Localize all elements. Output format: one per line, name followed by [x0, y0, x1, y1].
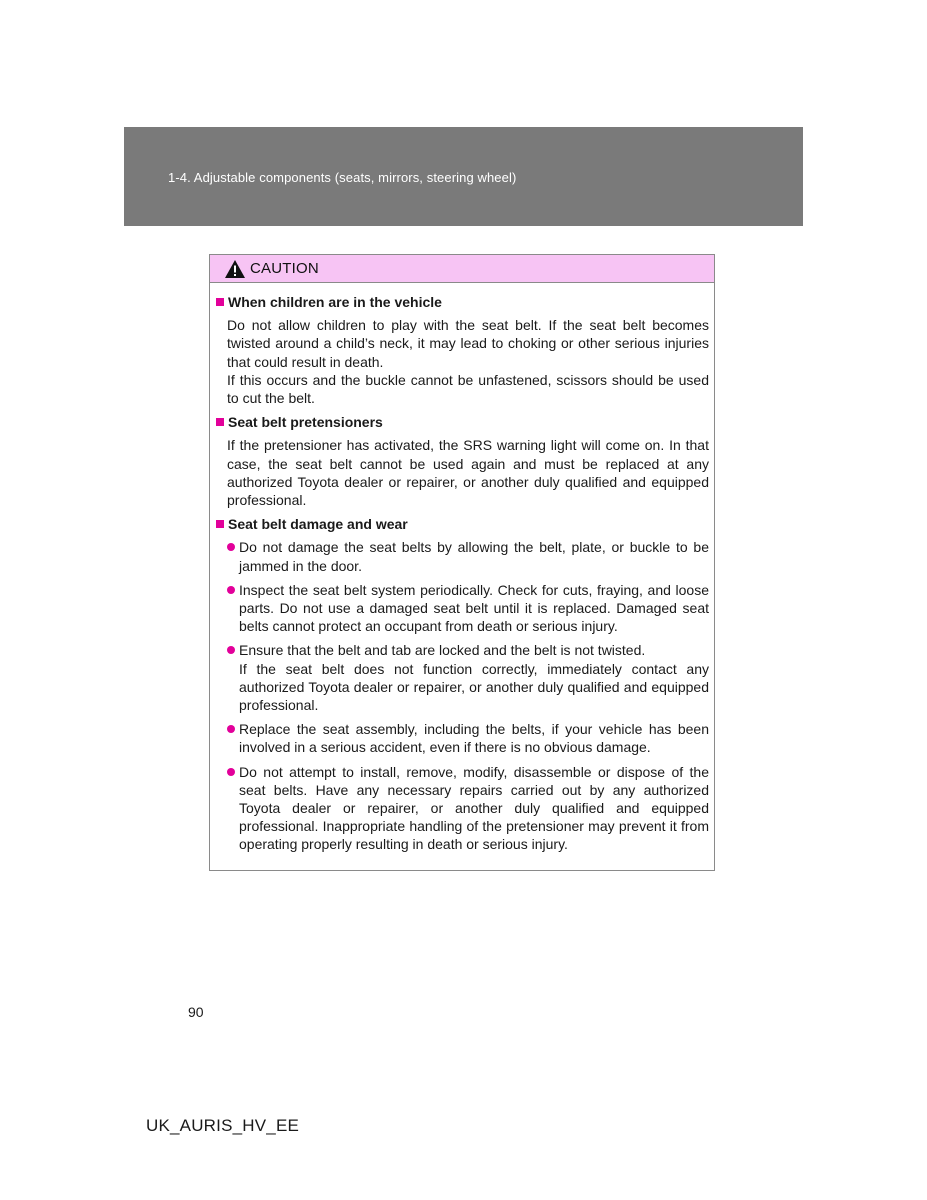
warning-triangle-icon [224, 259, 250, 279]
square-bullet-icon [216, 298, 224, 306]
paragraph [227, 316, 709, 407]
list-item-text [239, 581, 709, 636]
list-item-text [239, 641, 709, 714]
list-item-line: If the seat belt does not function correctly, immediately contact any authorized Toyota dealer or repairer, or another duly qualified and equipped professional. [239, 660, 709, 714]
dot-bullet-icon [227, 586, 235, 594]
paragraph [227, 436, 709, 509]
section-heading-text: When children are in the vehicle [228, 294, 442, 310]
section-heading-text: Seat belt damage and wear [228, 516, 408, 533]
dot-bullet-icon [227, 543, 235, 551]
list-item-line: Do not damage the seat belts by allowing the belt, plate, or buckle to be jammed in the door. [239, 539, 709, 574]
list-item-line: Ensure that the belt and tab are locked and the belt is not twisted. [239, 642, 646, 659]
section-header-band [124, 127, 803, 226]
list-item [227, 538, 709, 574]
list-item [227, 763, 709, 854]
list-item-text [239, 538, 709, 574]
dot-bullet-icon [227, 725, 235, 733]
list-item-line: Replace the seat assembly, including the belts, if your vehicle has been involved in a serious accident, even if there is no obvious damage. [239, 721, 709, 756]
dot-bullet-icon [227, 646, 235, 654]
dot-bullet-icon [227, 768, 235, 776]
paragraph-text: If this occurs and the buckle cannot be unfastened, scissors should be used to cut the belt. [227, 371, 709, 407]
paragraph-text: Do not allow children to play with the seat belt. If the seat belt becomes twisted around a child’s neck, it may lead to choking or other serious injuries that could result in death. [227, 317, 709, 370]
caution-body [210, 283, 714, 854]
section-heading-text: Seat belt pretensioners [228, 414, 383, 431]
square-bullet-icon [216, 520, 224, 528]
list-item-text [239, 763, 709, 854]
list-item-line: Do not attempt to install, remove, modify, disassemble or dispose of the seat belts. Have any necessary repairs carried out by any authorized Toyota dealer or repairer, or another duly qualified and equipped professional. Inappropriate handling of the pretensioner may prevent it from operating properly resulting in death or serious injury. [239, 763, 709, 853]
list-item [227, 641, 709, 714]
section-title: 1-4. Adjustable components (seats, mirrors, steering wheel) [168, 170, 517, 185]
list-item-text [239, 720, 709, 756]
caution-header [210, 255, 714, 283]
paragraph-text: If the pretensioner has activated, the SRS warning light will come on. In that case, the seat belt cannot be used again and must be replaced at any authorized Toyota dealer or repairer, or another duly qualified and equipped professional. [227, 437, 709, 509]
caution-title: CAUTION [250, 260, 319, 277]
page-number: 90 [188, 1004, 204, 1020]
section-heading [215, 515, 709, 533]
list-item [227, 581, 709, 636]
section-heading [215, 293, 709, 311]
list-item-line: Inspect the seat belt system periodically. Check for cuts, fraying, and loose parts. Do not use a damaged seat belt until it is replaced. Damaged seat belts cannot protect an occupant from death or serious injury. [239, 581, 709, 635]
square-bullet-icon [216, 418, 224, 426]
footer-document-code: UK_AURIS_HV_EE [146, 1116, 300, 1135]
caution-box [209, 254, 715, 871]
list-item [227, 720, 709, 756]
section-heading [215, 413, 709, 431]
